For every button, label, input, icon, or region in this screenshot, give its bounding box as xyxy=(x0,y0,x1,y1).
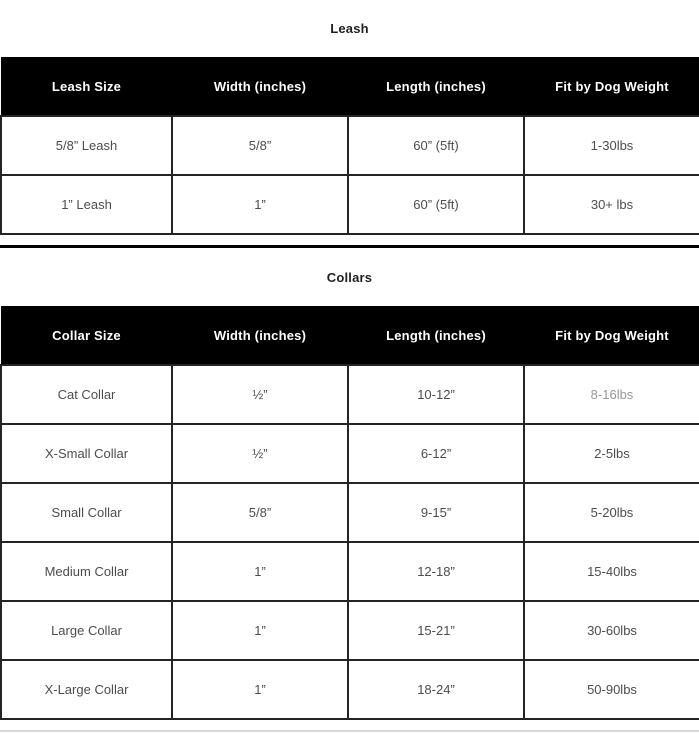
column-header-length: Length (inches) xyxy=(348,57,524,116)
table-row xyxy=(1,365,699,424)
fit-weight-cell: 8-16lbs xyxy=(524,365,699,424)
length-cell: 9-15” xyxy=(348,483,524,542)
width-cell: ½” xyxy=(172,424,348,483)
table-row xyxy=(1,483,699,542)
leash-size-cell: 5/8” Leash xyxy=(1,116,172,175)
collar-size-cell: Medium Collar xyxy=(1,542,172,601)
column-header-width: Width (inches) xyxy=(172,57,348,116)
collars-size-table xyxy=(0,306,699,720)
width-cell: ½” xyxy=(172,365,348,424)
fit-weight-cell: 30-60lbs xyxy=(524,601,699,660)
column-header-fit-weight: Fit by Dog Weight xyxy=(524,306,699,365)
length-cell: 15-21” xyxy=(348,601,524,660)
fit-weight-cell: 30+ lbs xyxy=(524,175,699,234)
column-header-length: Length (inches) xyxy=(348,306,524,365)
fit-weight-cell: 15-40lbs xyxy=(524,542,699,601)
table-row xyxy=(1,601,699,660)
width-cell: 1” xyxy=(172,542,348,601)
fit-weight-cell: 5-20lbs xyxy=(524,483,699,542)
column-header-width: Width (inches) xyxy=(172,306,348,365)
collars-table-title: Collars xyxy=(326,269,373,285)
length-cell: 60” (5ft) xyxy=(348,175,524,234)
collars-section xyxy=(0,248,699,720)
table-row xyxy=(1,542,699,601)
column-header-leash-size: Leash Size xyxy=(1,57,172,116)
width-cell: 5/8” xyxy=(172,116,348,175)
collars-header-row xyxy=(1,306,699,365)
length-cell: 60” (5ft) xyxy=(348,116,524,175)
length-cell: 18-24” xyxy=(348,660,524,719)
collar-size-cell: X-Large Collar xyxy=(1,660,172,719)
fit-weight-cell: 1-30lbs xyxy=(524,116,699,175)
collar-size-cell: Large Collar xyxy=(1,601,172,660)
width-cell: 1” xyxy=(172,660,348,719)
width-cell: 1” xyxy=(172,601,348,660)
table-row xyxy=(1,116,699,175)
width-cell: 5/8” xyxy=(172,483,348,542)
column-header-fit-weight: Fit by Dog Weight xyxy=(524,57,699,116)
leash-table-title: Leash xyxy=(330,21,369,36)
leash-size-cell: 1” Leash xyxy=(1,175,172,234)
leash-size-table xyxy=(0,57,699,235)
leash-section xyxy=(0,0,699,248)
collar-size-cell: Cat Collar xyxy=(1,365,172,424)
length-cell: 6-12” xyxy=(348,424,524,483)
fit-weight-cell: 50-90lbs xyxy=(524,660,699,719)
length-cell: 12-18” xyxy=(348,542,524,601)
collar-size-cell: Small Collar xyxy=(1,483,172,542)
table-row xyxy=(1,660,699,719)
fit-weight-cell: 2-5lbs xyxy=(524,424,699,483)
collar-size-cell: X-Small Collar xyxy=(1,424,172,483)
table-row xyxy=(1,175,699,234)
table-row xyxy=(1,424,699,483)
length-cell: 10-12” xyxy=(348,365,524,424)
column-header-collar-size: Collar Size xyxy=(1,306,172,365)
bottom-edge-rule xyxy=(0,730,699,732)
width-cell: 1” xyxy=(172,175,348,234)
leash-header-row xyxy=(1,57,699,116)
